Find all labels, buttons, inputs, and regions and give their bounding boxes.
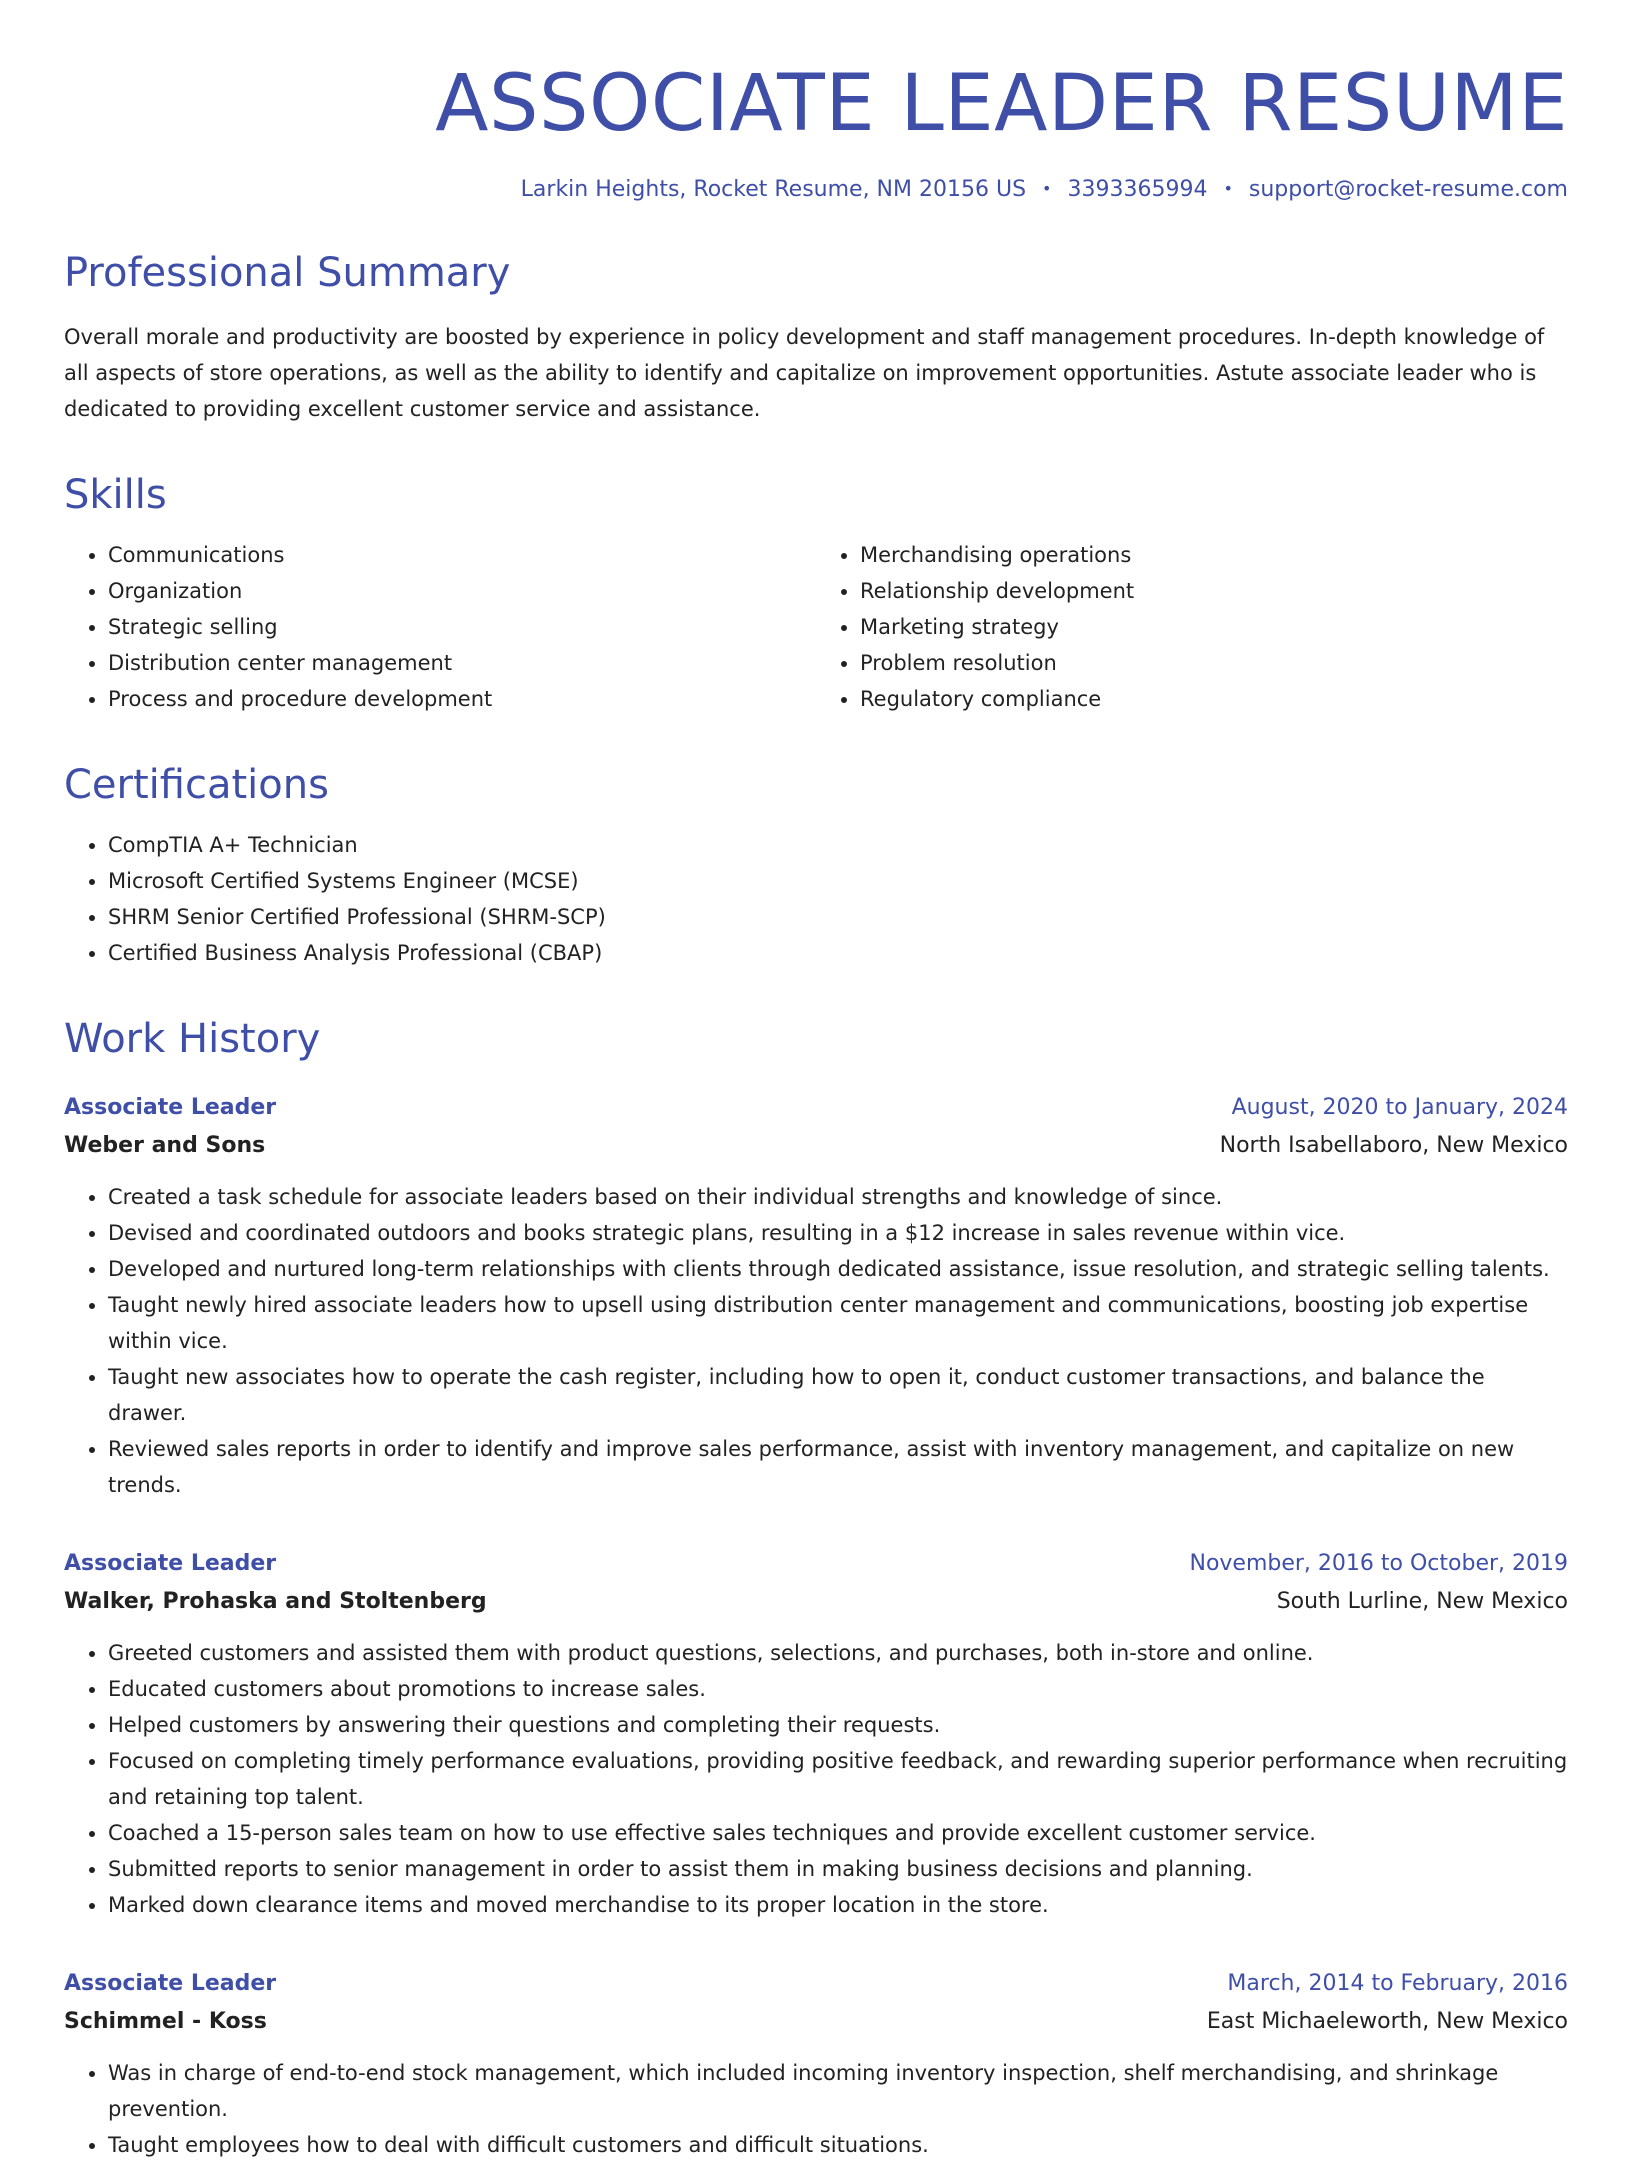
contact-separator: • [1223, 179, 1233, 198]
job-bullet: • Reviewed sales reports in order to identify and improve sales performance, assist with inventory management, and capitalize on new trends. [108, 1431, 1568, 1503]
skill-item: • Communications [108, 537, 816, 573]
job-company: Schimmel - Koss [64, 2009, 267, 2034]
section-heading-skills: Skills [64, 472, 167, 518]
skills-list-left [64, 537, 816, 717]
certification-item: • CompTIA A+ Technician [108, 827, 1568, 863]
certifications-list [64, 827, 1568, 971]
job-bullet: • Coached a 15-person sales team on how to use effective sales techniques and provide excellent customer service. [108, 1815, 1568, 1851]
job-bullets [64, 1635, 1568, 1923]
job-bullet: • Was in charge of end-to-end stock management, which included incoming inventory inspection, shelf merchandising, and shrinkage prevention. [108, 2055, 1568, 2127]
skill-item: • Problem resolution [860, 645, 1568, 681]
job-bullet: • Developed and nurtured long-term relationships with clients through dedicated assistance, issue resolution, and strategic selling talents. [108, 1251, 1568, 1287]
job-bullet: • Educated customers about promotions to increase sales. [108, 1671, 1568, 1707]
certification-item: • Microsoft Certified Systems Engineer (MCSE) [108, 863, 1568, 899]
skill-item: • Strategic selling [108, 609, 816, 645]
contact-email: support@rocket-resume.com [1248, 177, 1568, 202]
job-bullets [64, 2055, 1568, 2163]
job-bullet: • Marked down clearance items and moved merchandise to its proper location in the store. [108, 1887, 1568, 1923]
job-header-row [64, 1089, 1568, 1127]
job-bullet: • Devised and coordinated outdoors and books strategic plans, resulting in a $12 increase in sales revenue within vice. [108, 1215, 1568, 1251]
job-dates: November, 2016 to October, 2019 [1189, 1551, 1568, 1576]
job-location: North Isabellaboro, New Mexico [1219, 1133, 1568, 1158]
skills-columns [64, 537, 1568, 717]
job-entry [64, 1089, 1568, 1503]
job-title: Associate Leader [64, 1971, 277, 1996]
job-location: South Lurline, New Mexico [1276, 1589, 1568, 1614]
job-entry [64, 1545, 1568, 1923]
job-bullet: • Focused on completing timely performance evaluations, providing positive feedback, and rewarding superior performance when recruiting and retaining top talent. [108, 1743, 1568, 1815]
job-company-row [64, 1583, 1568, 1621]
skill-item: • Merchandising operations [860, 537, 1568, 573]
section-heading-work-history: Work History [64, 1016, 321, 1062]
skill-item: • Process and procedure development [108, 681, 816, 717]
job-company-row [64, 2003, 1568, 2041]
section-heading-certifications: Certifications [64, 762, 329, 808]
resume-title: ASSOCIATE LEADER RESUME [435, 59, 1568, 149]
skill-item: • Marketing strategy [860, 609, 1568, 645]
contact-address: Larkin Heights, Rocket Resume, NM 20156 US [520, 177, 1027, 202]
contact-phone: 3393365994 [1067, 177, 1208, 202]
job-bullet: • Taught new associates how to operate the cash register, including how to open it, conduct customer transactions, and balance the drawer. [108, 1359, 1568, 1431]
job-bullet: • Submitted reports to senior management in order to assist them in making business decisions and planning. [108, 1851, 1568, 1887]
job-header-row [64, 1965, 1568, 2003]
job-bullet: • Taught employees how to deal with difficult customers and difficult situations. [108, 2127, 1568, 2163]
contact-separator: • [1042, 179, 1052, 198]
job-header-row [64, 1545, 1568, 1583]
summary-text: Overall morale and productivity are boosted by experience in policy development and staff management procedures. In-depth knowledge of all aspects of store operations, as well as the ability to identify and capitalize on improvement opportunities. Astute associate leader who is dedicated to providing excellent customer service and assistance. [64, 325, 1545, 421]
skill-item: • Regulatory compliance [860, 681, 1568, 717]
job-title: Associate Leader [64, 1551, 277, 1576]
job-location: East Michaeleworth, New Mexico [1206, 2009, 1568, 2034]
job-entry [64, 1965, 1568, 2163]
skill-item: • Relationship development [860, 573, 1568, 609]
job-dates: March, 2014 to February, 2016 [1227, 1971, 1568, 1996]
job-bullet: • Helped customers by answering their questions and completing their requests. [108, 1707, 1568, 1743]
job-dates: August, 2020 to January, 2024 [1231, 1095, 1568, 1120]
certification-item: • Certified Business Analysis Professional (CBAP) [108, 935, 1568, 971]
certification-item: • SHRM Senior Certified Professional (SHRM-SCP) [108, 899, 1568, 935]
skill-item: • Distribution center management [108, 645, 816, 681]
skills-list-right [816, 537, 1568, 717]
job-bullet: • Greeted customers and assisted them with product questions, selections, and purchases, both in-store and online. [108, 1635, 1568, 1671]
job-company: Weber and Sons [64, 1133, 266, 1158]
contact-line [64, 174, 1568, 205]
job-bullets [64, 1179, 1568, 1503]
job-company-row [64, 1127, 1568, 1165]
job-title: Associate Leader [64, 1095, 277, 1120]
job-company: Walker, Prohaska and Stoltenberg [64, 1589, 487, 1614]
section-heading-summary: Professional Summary [64, 250, 511, 296]
job-bullet: • Created a task schedule for associate leaders based on their individual strengths and knowledge of since. [108, 1179, 1568, 1215]
skill-item: • Organization [108, 573, 816, 609]
job-bullet: • Taught newly hired associate leaders how to upsell using distribution center management and communications, boosting job expertise within vice. [108, 1287, 1568, 1359]
